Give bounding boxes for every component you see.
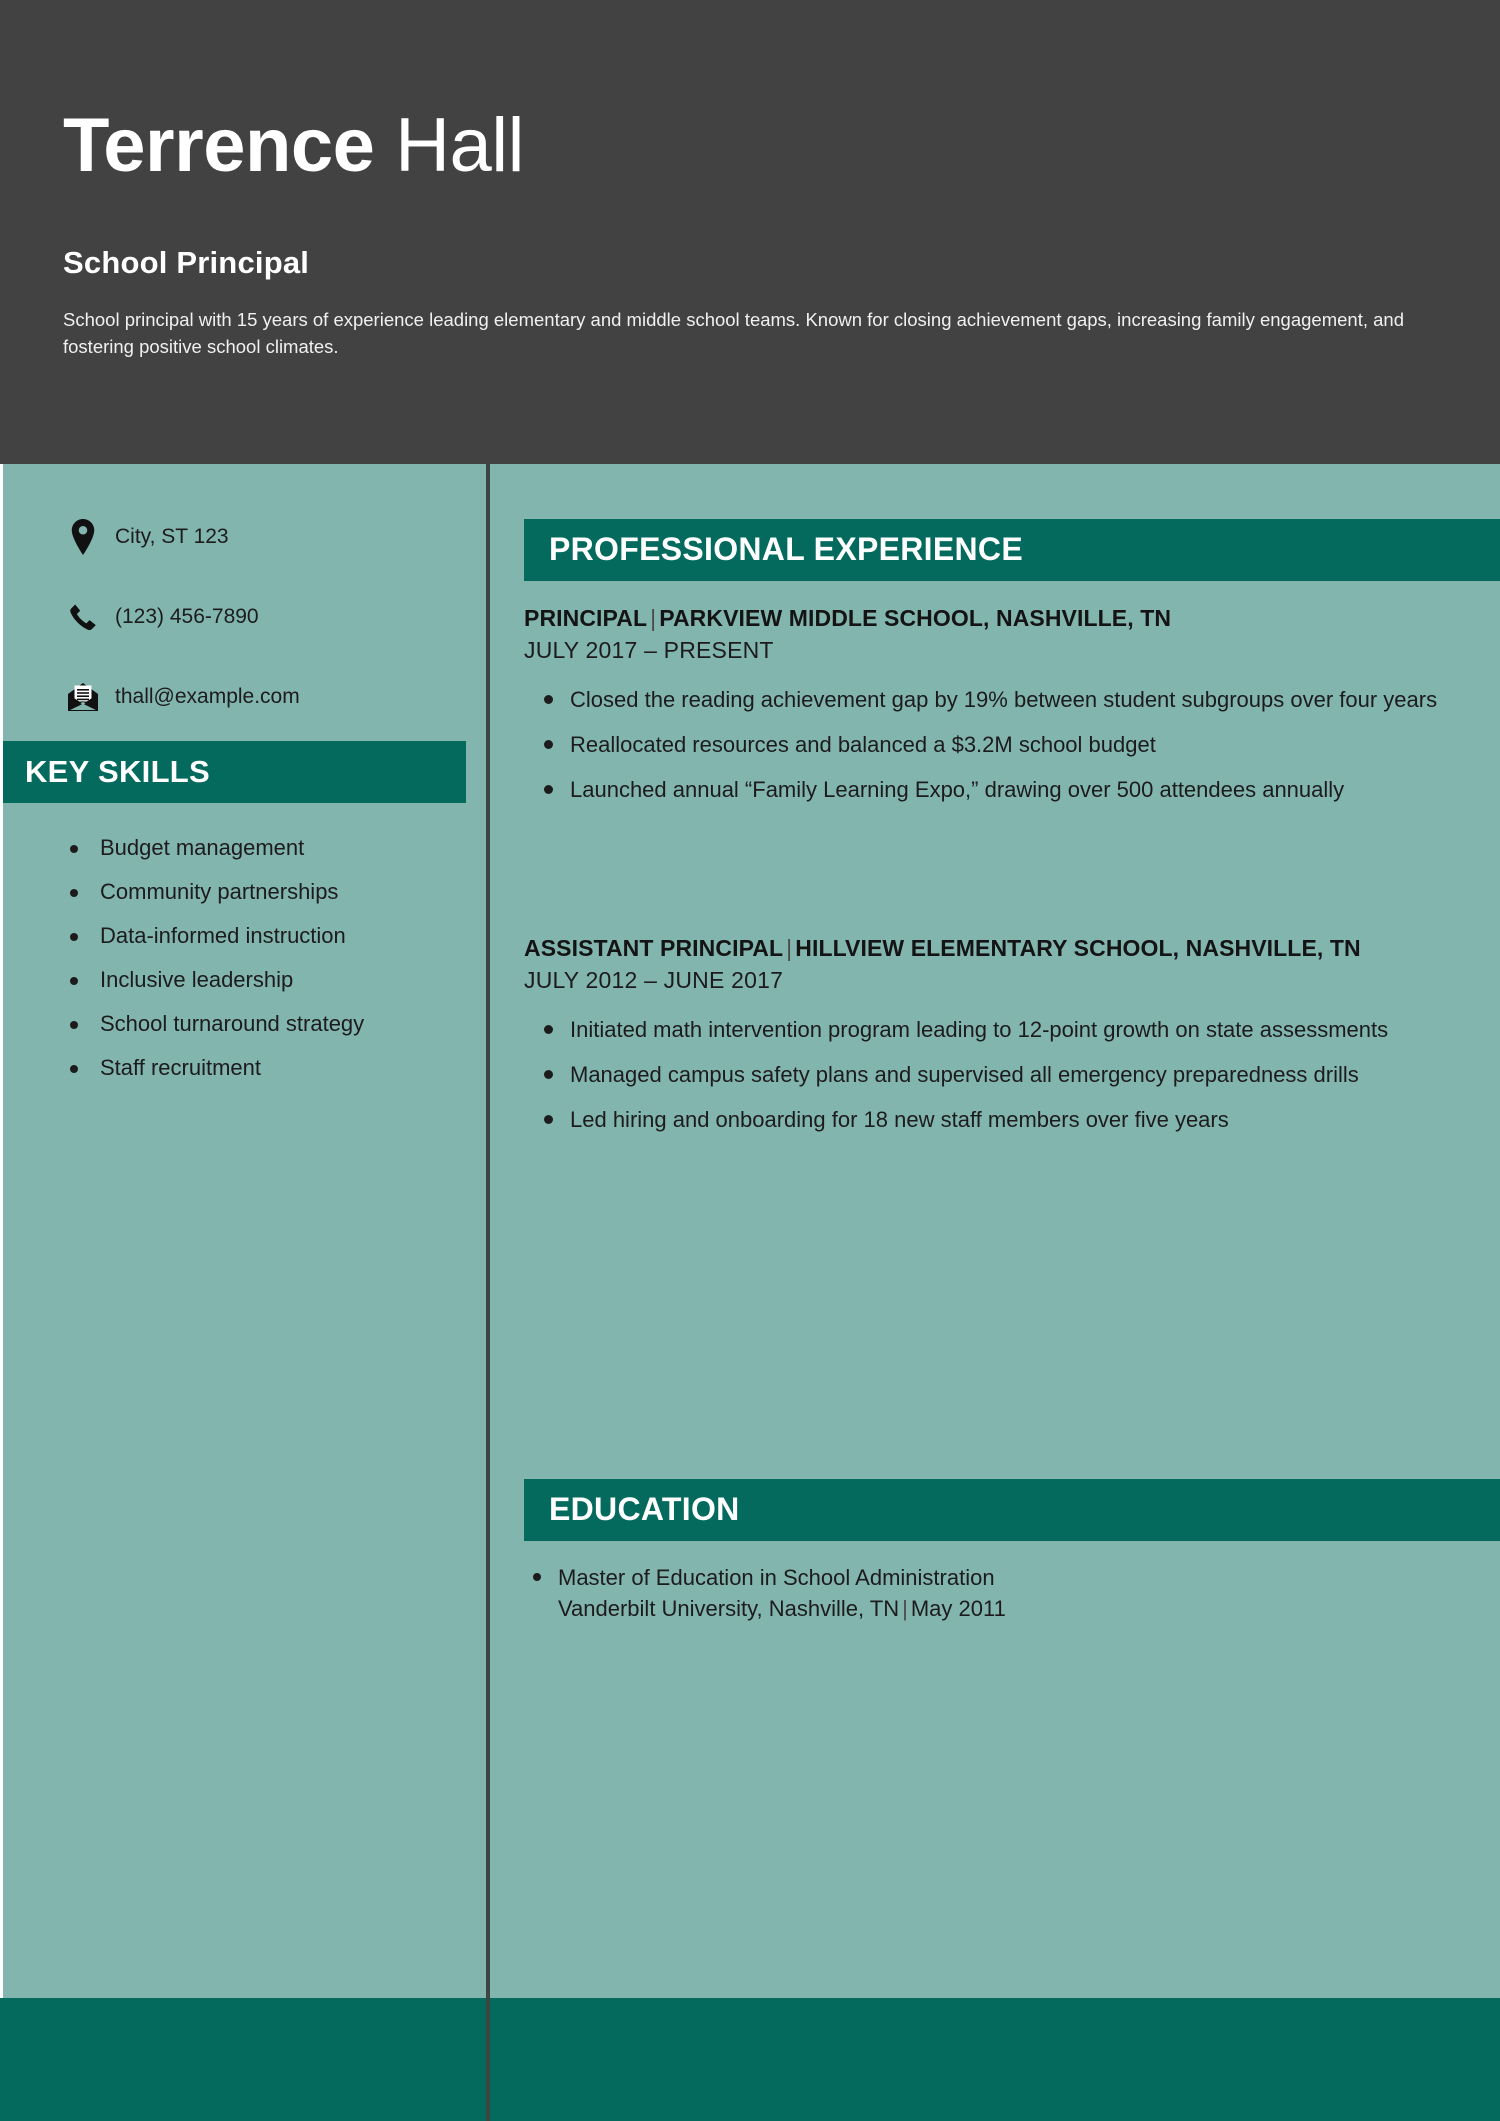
experience-bullet-list — [524, 684, 1484, 806]
contact-item-email — [0, 657, 486, 737]
list-item: Budget management — [63, 826, 463, 870]
list-item: Inclusive leadership — [63, 958, 463, 1002]
list-item: Launched annual “Family Learning Expo,” drawing over 500 attendees annually — [524, 774, 1484, 805]
education-degree: Master of Education in School Administration — [558, 1565, 995, 1590]
candidate-name — [63, 103, 524, 188]
education-separator: | — [902, 1596, 908, 1622]
last-name: Hall — [395, 103, 524, 188]
experience-title — [524, 604, 1484, 634]
list-item: Staff recruitment — [63, 1046, 463, 1090]
contact-list — [0, 497, 486, 737]
contact-phone-value: (123) 456-7890 — [115, 605, 259, 628]
key-skills-heading-label: KEY SKILLS — [25, 754, 211, 789]
list-item: Led hiring and onboarding for 18 new staff members over five years — [524, 1104, 1484, 1135]
list-item: Data-informed instruction — [63, 914, 463, 958]
experience-organization: PARKVIEW MIDDLE SCHOOL, NASHVILLE, TN — [659, 605, 1172, 631]
education-heading-band — [524, 1479, 1500, 1541]
experience-heading-band — [524, 519, 1500, 581]
sidebar-column — [0, 464, 486, 1998]
list-item: Reallocated resources and balanced a $3.2M school budget — [524, 729, 1484, 760]
list-item: Initiated math intervention program leading to 12-point growth on state assessments — [524, 1014, 1484, 1045]
professional-summary: School principal with 15 years of experience leading elementary and middle school teams. Known for closing achievement gaps, increasing family engagement, and fostering positive school climates. — [63, 309, 1404, 357]
experience-dates: JULY 2012 – JUNE 2017 — [524, 966, 784, 993]
phone-icon — [63, 601, 103, 633]
key-skills-list — [63, 826, 463, 1090]
candidate-job-title: School Principal — [63, 245, 310, 280]
list-item: Closed the reading achievement gap by 19% between student subgroups over four years — [524, 684, 1484, 715]
left-edge-strip — [0, 464, 3, 1998]
title-separator: | — [786, 935, 793, 961]
contact-item-phone — [0, 577, 486, 657]
contact-email-value: thall@example.com — [115, 685, 300, 708]
first-name: Terrence — [63, 103, 375, 188]
column-divider — [486, 464, 490, 2121]
education-institution: Vanderbilt University, Nashville, TN — [558, 1596, 900, 1622]
resume-header — [0, 0, 1500, 464]
experience-entry — [524, 934, 1484, 1150]
contact-location-value: City, ST 123 — [115, 525, 229, 548]
experience-role: PRINCIPAL — [524, 605, 648, 631]
contact-item-location — [0, 497, 486, 577]
footer-band — [0, 1998, 1500, 2121]
experience-entry — [524, 604, 1484, 820]
list-item: Managed campus safety plans and supervised all emergency preparedness drills — [524, 1059, 1484, 1090]
email-envelope-icon — [63, 680, 103, 714]
key-skills-heading-band — [0, 741, 466, 803]
experience-title — [524, 934, 1484, 964]
list-item: School turnaround strategy — [63, 1002, 463, 1046]
experience-organization: HILLVIEW ELEMENTARY SCHOOL, NASHVILLE, TN — [795, 935, 1361, 961]
experience-dates: JULY 2017 – PRESENT — [524, 636, 774, 663]
list-item — [524, 1562, 1484, 1624]
location-pin-icon — [63, 519, 103, 555]
list-item: Community partnerships — [63, 870, 463, 914]
experience-bullet-list — [524, 1014, 1484, 1136]
title-separator: | — [650, 605, 657, 631]
education-heading-label: EDUCATION — [549, 1491, 740, 1527]
education-list — [524, 1562, 1484, 1624]
main-column — [490, 464, 1500, 1998]
education-date: May 2011 — [910, 1596, 1006, 1622]
experience-role: ASSISTANT PRINCIPAL — [524, 935, 784, 961]
experience-heading-label: PROFESSIONAL EXPERIENCE — [549, 531, 1023, 567]
